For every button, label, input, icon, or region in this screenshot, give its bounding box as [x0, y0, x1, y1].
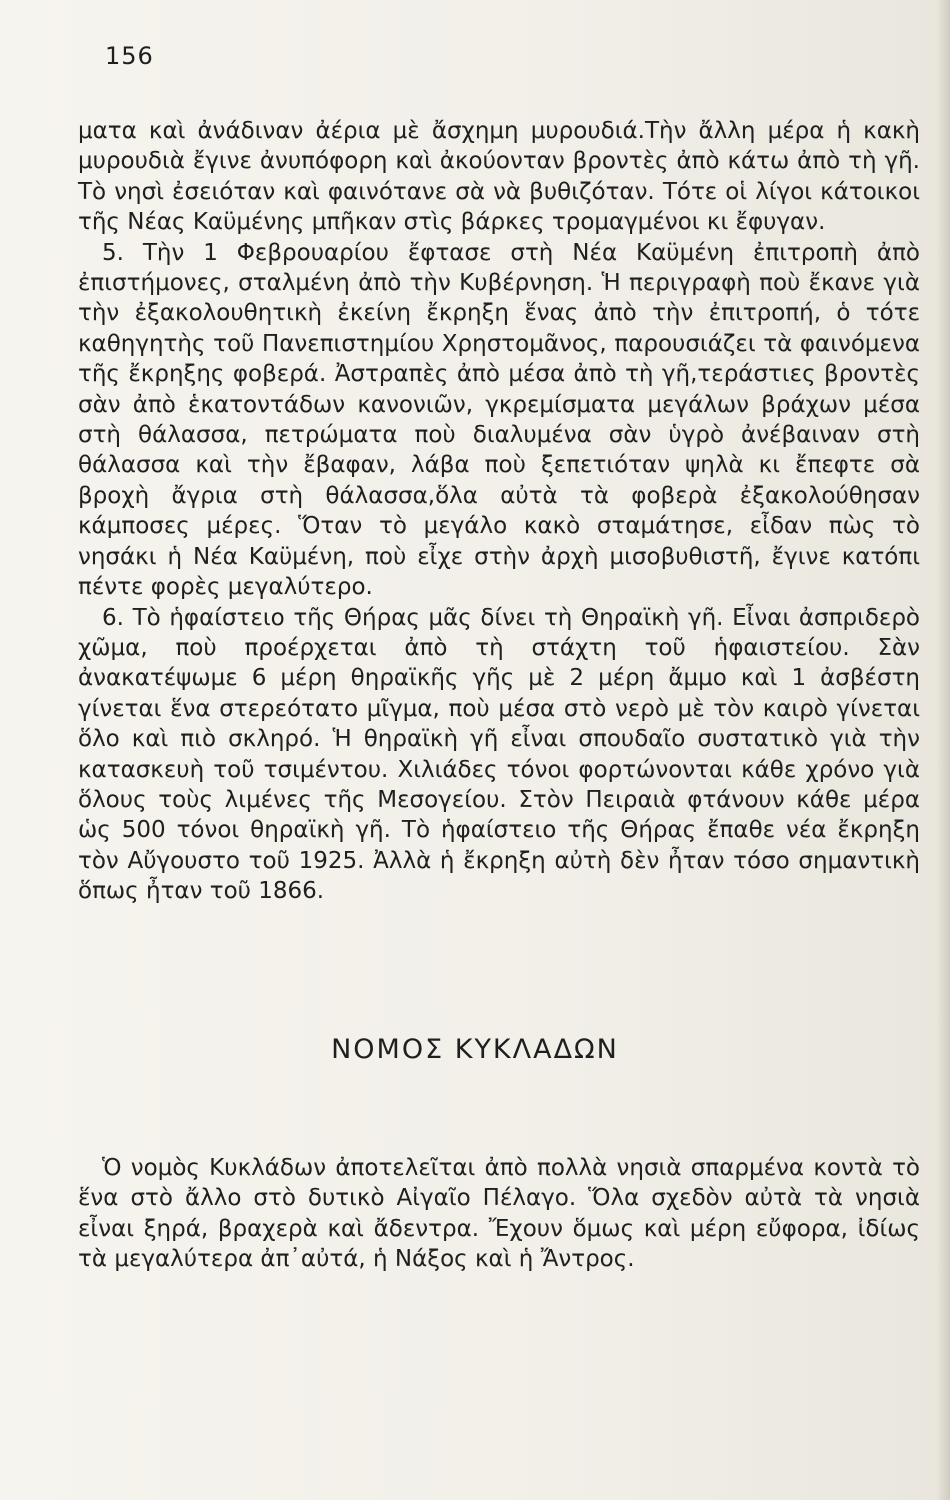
section-paragraph: Ὁ νομὸς Κυκλάδων ἀποτελεῖται ἀπὸ πολλὰ νησιὰ σπαρμένα κοντὰ τὸ ἕνα στὸ ἄλλο στὸ δυτικὸ Αἰγαῖο Πέλαγο. Ὅλα σχεδὸν αὐτὰ τὰ νησιὰ εἶναι ξηρά, βραχερὰ καὶ ἄδεντρα. Ἔχουν ὅμως καὶ μέρη εὔφορα, ἰδίως τὰ μεγαλύτερα ἀπ᾽αὐτά, ἡ Νάξος καὶ ἡ Ἄντρος. — [78, 1155, 920, 1273]
page-number: 156 — [105, 42, 154, 70]
page-edge-shadow — [936, 0, 950, 1500]
paragraph-5: 5. Τὴν 1 Φεβρουαρίου ἔφτασε στὴ Νέα Καϋμένη ἐπιτροπὴ ἀπὸ ἐπιστήμονες, σταλμένη ἀπὸ τὴν Κυβέρνηση. Ἡ περιγραφὴ ποὺ ἔκανε γιὰ τὴν ἐξακολουθητικὴ ἐκείνη ἔκρηξη ἕνας ἀπὸ τὴν ἐπιτροπή, ὁ τότε καθηγητὴς τοῦ Πανεπιστημίου Χρηστομᾶνος, παρουσιάζει τὰ φαινόμενα τῆς ἔκρηξης φοβερά. Ἀστραπὲς ἀπὸ μέσα ἀπὸ τὴ γῆ,τεράστιες βροντὲς σὰν ἀπὸ ἑκατοντάδων κανονιῶν, γκρεμίσματα μεγάλων βράχων μέσα στὴ θάλασσα, πετρώματα ποὺ διαλυμένα σὰν ὑγρὸ ἀνέβαιναν στὴ θάλασσα καὶ τὴν ἔβαφαν, λάβα ποὺ ξεπετιόταν ψηλὰ κι ἔπεφτε σὰ βροχὴ ἄγρια στὴ θάλασσα,ὅλα αὐτὰ τὰ φοβερὰ ἐξακολούθησαν κάμποσες μέρες. Ὅταν τὸ μεγάλο κακὸ σταμάτησε, εἶδαν πὼς τὸ νησάκι ἡ Νέα Καϋμένη, ποὺ εἶχε στὴν ἀρχὴ μισοβυθιστῆ, ἔγινε κατόπι πέντε φορὲς μεγαλύτερο. — [78, 239, 920, 601]
section-text — [78, 1153, 920, 1275]
body-text — [78, 116, 920, 907]
paragraph-continuation: ματα καὶ ἀνάδιναν ἀέρια μὲ ἄσχημη μυρουδιά.Τὴν ἄλλη μέρα ἡ κακὴ μυρουδιὰ ἔγινε ἀνυπόφορη καὶ ἀκούονταν βροντὲς ἀπὸ κάτω ἀπὸ τὴ γῆ. Τὸ νησὶ ἐσειόταν καὶ φαινότανε σὰ νὰ βυθιζόταν. Τότε οἱ λίγοι κάτοικοι τῆς Νέας Καϋμένης μπῆκαν στὶς βάρκες τρομαγμένοι κι ἔφυγαν. — [78, 118, 920, 236]
paragraph-6: 6. Τὸ ἡφαίστειο τῆς Θήρας μᾶς δίνει τὴ Θηραϊκὴ γῆ. Εἶναι ἀσπριδερὸ χῶμα, ποὺ προέρχεται ἀπὸ τὴ στάχτη τοῦ ἡφαιστείου. Σὰν ἀνακατέψωμε 6 μέρη θηραϊκῆς γῆς μὲ 2 μέρη ἄμμο καὶ 1 ἀσβέστη γίνεται ἕνα στερεότατο μῖγμα, ποὺ μέσα στὸ νερὸ μὲ τὸν καιρὸ γίνεται ὅλο καὶ πιὸ σκληρό. Ἡ θηραϊκὴ γῆ εἶναι σπουδαῖο συστατικὸ γιὰ τὴν κατασκευὴ τοῦ τσιμέντου. Χιλιάδες τόνοι φορτώνονται κάθε χρόνο γιὰ ὅλους τοὺς λιμένες τῆς Μεσογείου. Στὸν Πειραιὰ φτάνουν κάθε μέρα ὡς 500 τόνοι θηραϊκὴ γῆ. Τὸ ἡφαίστειο τῆς Θήρας ἔπαθε νέα ἔκρηξη τὸν Αὔγουστο τοῦ 1925. Ἀλλὰ ἡ ἔκρηξη αὐτὴ δὲν ἦταν τόσο σημαντικὴ ὅπως ἦταν τοῦ 1866. — [78, 604, 920, 905]
section-heading: ΝΟΜΟΣ ΚΥΚΛΑΔΩΝ — [331, 1034, 619, 1065]
